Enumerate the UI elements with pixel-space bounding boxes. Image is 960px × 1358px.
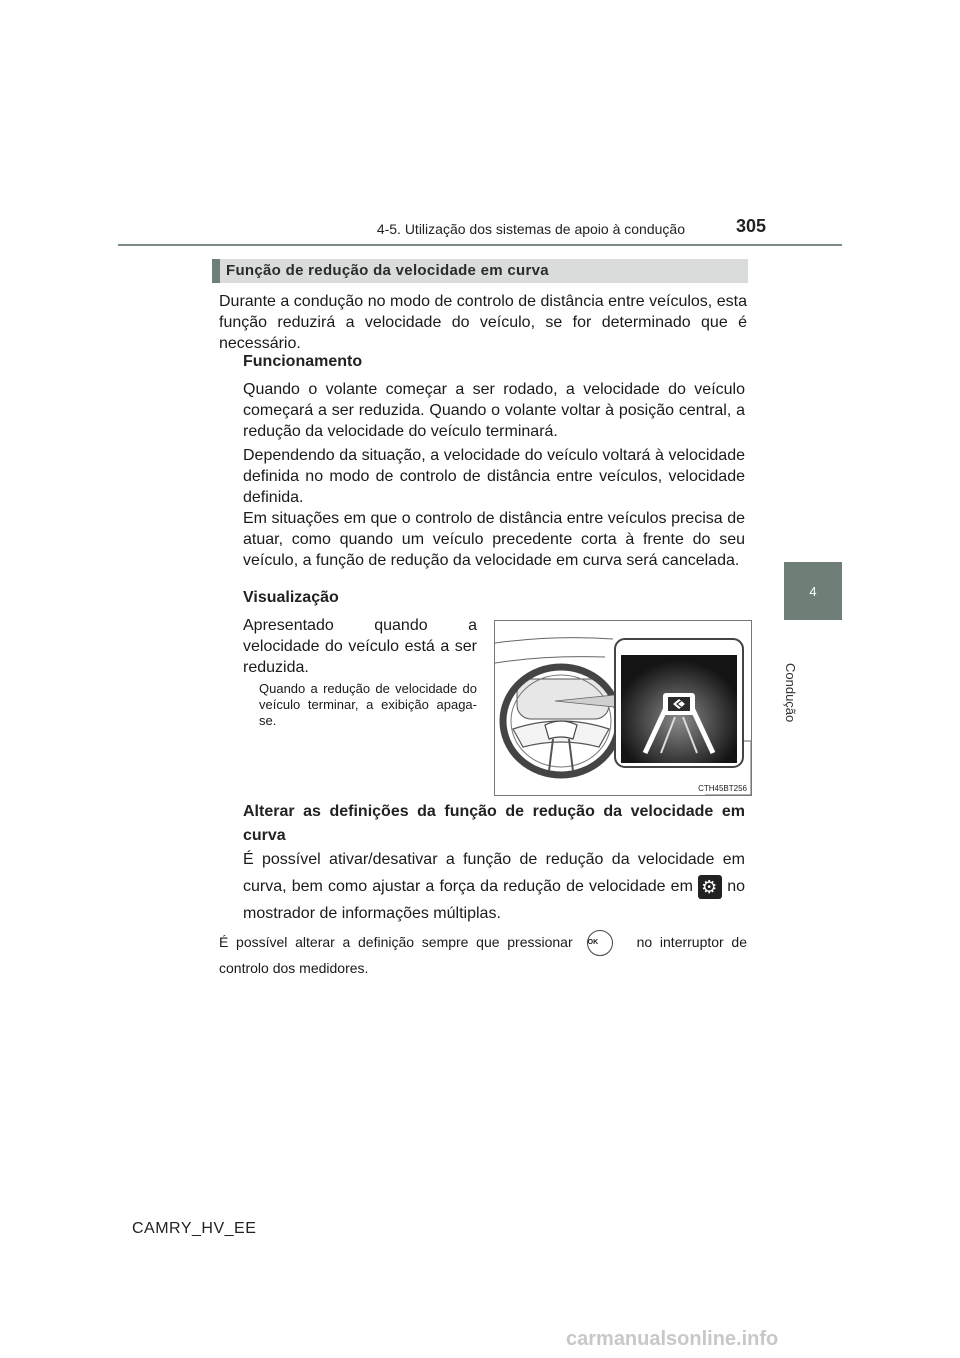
figure-code: CTH45BT256 [698,784,747,793]
visualizacao-note: Quando a redução de velocidade do veículo terminar, a exibição apaga-se. [259,681,477,728]
note-text-before: É possível alterar a definição sempre que pressionar [219,934,573,950]
ok-button-icon: OK [587,930,613,956]
chapter-tab [784,562,842,620]
section-title-bar [212,259,220,283]
gear-icon [698,875,722,899]
note-bottom [219,930,747,981]
watermark: carmanualsonline.info [566,1328,779,1350]
funcionamento-paragraph-2: Dependendo da situação, a velocidade do veículo voltará à velocidade definida no modo de controlo de distância entre veículos, velocidade definida. [243,447,745,506]
chapter-number: 4 [809,583,817,599]
funcionamento-paragraph-3: Em situações em que o controlo de distância entre veículos precisa de atuar, como quando um veículo precedente corta à frente do seu veículo, a função de redução da velocidade em curva será cancelada. [243,510,745,569]
visualizacao-text: Apresentado quando a velocidade do veículo está a ser reduzida. [243,617,477,676]
funcionamento-heading: Funcionamento [243,353,363,370]
intro-paragraph: Durante a condução no modo de controlo de distância entre veículos, esta função reduzirá a velocidade do veículo, se for determinado que é necessário. [219,293,747,352]
alterar-heading: Alterar as definições da função de redução da velocidade em curva [243,803,745,844]
page-number: 305 [736,216,767,236]
visualizacao-heading: Visualização [243,589,339,606]
funcionamento-paragraph-1: Quando o volante começar a ser rodado, a velocidade do veículo começará a ser reduzida. Quando o volante voltar à posição central, a redução da velocidade do veículo terminará. [243,381,745,440]
footer-model: CAMRY_HV_EE [132,1220,257,1237]
dashboard-display-figure [494,620,752,796]
note-text-after: no interruptor de controlo dos medidores. [219,934,748,977]
alterar-text-after: no mostrador de informações múltiplas. [243,878,746,922]
running-head: 4-5. Utilização dos sistemas de apoio à condução [376,221,685,237]
header-rule [118,244,842,246]
alterar-paragraph [243,846,745,927]
dashboard-illustration [495,621,751,795]
section-title [212,259,748,283]
alterar-text-before: É possível ativar/desativar a função de redução da velocidade em curva, bem como ajustar a força da redução de velocidade em [243,851,745,895]
section-title-text: Função de redução da velocidade em curva [226,262,549,279]
chapter-label: Condução [783,663,798,723]
